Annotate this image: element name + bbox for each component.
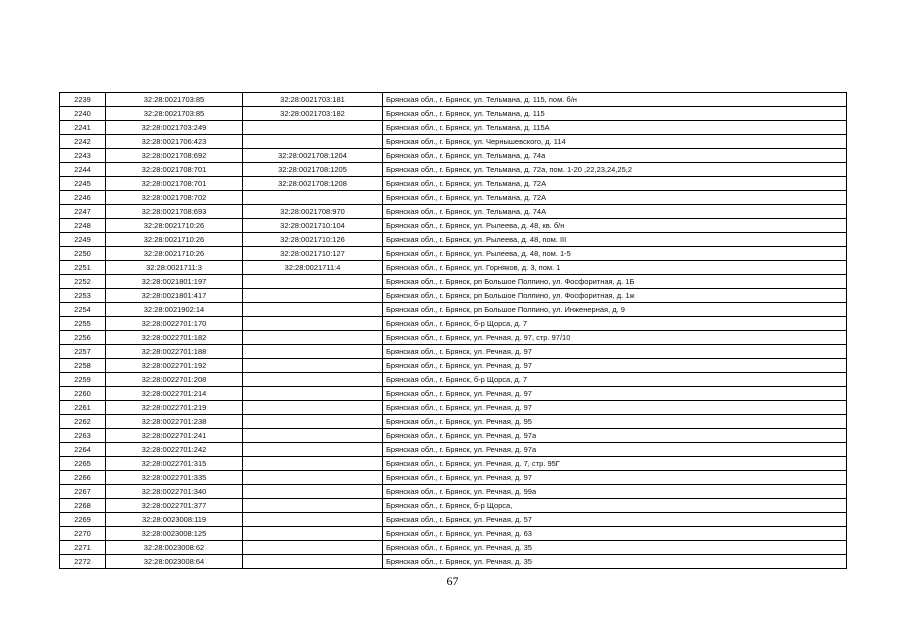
- table-row: [60, 93, 847, 107]
- address-cell: Брянская обл., г. Брянск, рп Большое Полпино, ул. Фосфоритная, д. 1Б: [383, 275, 847, 289]
- cadastral-number-cell: 32:28:0022701:242: [106, 443, 243, 457]
- table-row: [60, 387, 847, 401]
- address-cell: Брянская обл., г. Брянск, ул. Речная, д. 35: [383, 555, 847, 569]
- row-number-cell: 2245: [60, 177, 106, 191]
- sub-cadastral-number-cell: [243, 485, 383, 499]
- row-number-cell: 2270: [60, 527, 106, 541]
- address-cell: Брянская обл., г. Брянск, ул. Тельмана, д. 74А: [383, 205, 847, 219]
- cadastral-number-cell: 32:28:0023008:119: [106, 513, 243, 527]
- cadastral-number-cell: 32:28:0022701:377: [106, 499, 243, 513]
- row-number-cell: 2250: [60, 247, 106, 261]
- row-number-cell: 2256: [60, 331, 106, 345]
- address-cell: Брянская обл., г. Брянск, ул. Речная, д. 7, стр. 95Г: [383, 457, 847, 471]
- address-cell: Брянская обл., г. Брянск, ул. Речная, д. 57: [383, 513, 847, 527]
- cadastral-number-cell: 32:28:0022701:238: [106, 415, 243, 429]
- row-number-cell: 2265: [60, 457, 106, 471]
- address-cell: Брянская обл., г. Брянск, ул. Тельмана, д. 72А: [383, 177, 847, 191]
- address-cell: Брянская обл., г. Брянск, б-р Щорса, д. 7: [383, 317, 847, 331]
- row-number-cell: 2266: [60, 471, 106, 485]
- address-cell: Брянская обл., г. Брянск, ул. Речная, д. 97: [383, 359, 847, 373]
- table-row: [60, 205, 847, 219]
- table-row: [60, 289, 847, 303]
- table-row: [60, 443, 847, 457]
- row-number-cell: 2271: [60, 541, 106, 555]
- sub-cadastral-number-cell: 32:28:0021703:182: [243, 107, 383, 121]
- cadastral-number-cell: 32:28:0022701:170: [106, 317, 243, 331]
- sub-cadastral-number-cell: [243, 499, 383, 513]
- cadastral-number-cell: 32:28:0021708:701: [106, 163, 243, 177]
- cadastral-number-cell: 32:28:0022701:188: [106, 345, 243, 359]
- cadastral-number-cell: 32:28:0022701:208: [106, 373, 243, 387]
- page-number: 67: [446, 574, 459, 588]
- cadastral-number-cell: 32:28:0021902:14: [106, 303, 243, 317]
- table-row: [60, 261, 847, 275]
- row-number-cell: 2248: [60, 219, 106, 233]
- address-cell: Брянская обл., г. Брянск, ул. Речная, д. 35: [383, 541, 847, 555]
- cadastral-number-cell: 32:28:0021706:423: [106, 135, 243, 149]
- address-cell: Брянская обл., г. Брянск, ул. Тельмана, д. 72А: [383, 191, 847, 205]
- address-cell: Брянская обл., г. Брянск, б-р Щорса,: [383, 499, 847, 513]
- sub-cadastral-number-cell: 32:28:0021710:104: [243, 219, 383, 233]
- sub-cadastral-number-cell: 32:28:0021710:127: [243, 247, 383, 261]
- cadastral-number-cell: 32:28:0022701:241: [106, 429, 243, 443]
- address-cell: Брянская обл., г. Брянск, ул. Тельмана, д. 115: [383, 107, 847, 121]
- address-cell: Брянская обл., г. Брянск, ул. Речная, д. 99а: [383, 485, 847, 499]
- table-row: [60, 191, 847, 205]
- table-row: [60, 359, 847, 373]
- sub-cadastral-number-cell: [243, 191, 383, 205]
- row-number-cell: 2267: [60, 485, 106, 499]
- table-row: [60, 513, 847, 527]
- address-cell: Брянская обл., г. Брянск, ул. Тельмана, д. 115А: [383, 121, 847, 135]
- sub-cadastral-number-cell: 32:28:0021708:970: [243, 205, 383, 219]
- row-number-cell: 2262: [60, 415, 106, 429]
- row-number-cell: 2260: [60, 387, 106, 401]
- address-cell: Брянская обл., г. Брянск, ул. Речная, д. 97, стр. 97/10: [383, 331, 847, 345]
- sub-cadastral-number-cell: [243, 317, 383, 331]
- address-cell: Брянская обл., г. Брянск, ул. Тельмана, д. 74а: [383, 149, 847, 163]
- cadastral-number-cell: 32:28:0022701:315: [106, 457, 243, 471]
- sub-cadastral-number-cell: 32:28:0021711:4: [243, 261, 383, 275]
- address-cell: Брянская обл., г. Брянск, ул. Горняков, д. 3, пом. 1: [383, 261, 847, 275]
- table-row: [60, 233, 847, 247]
- sub-cadastral-number-cell: [243, 275, 383, 289]
- row-number-cell: 2259: [60, 373, 106, 387]
- cadastral-number-cell: 32:28:0021710:26: [106, 219, 243, 233]
- address-cell: Брянская обл., г. Брянск, ул. Речная, д. 95: [383, 415, 847, 429]
- sub-cadastral-number-cell: 32:28:0021703:181: [243, 93, 383, 107]
- table-row: [60, 163, 847, 177]
- row-number-cell: 2251: [60, 261, 106, 275]
- sub-cadastral-number-cell: [243, 135, 383, 149]
- sub-cadastral-number-cell: [243, 331, 383, 345]
- table-row: [60, 303, 847, 317]
- sub-cadastral-number-cell: [243, 415, 383, 429]
- row-number-cell: 2247: [60, 205, 106, 219]
- table-row: [60, 541, 847, 555]
- property-table: [59, 92, 847, 569]
- cadastral-number-cell: 32:28:0022701:335: [106, 471, 243, 485]
- row-number-cell: 2244: [60, 163, 106, 177]
- cadastral-number-cell: 32:28:0021703:85: [106, 107, 243, 121]
- table-row: [60, 247, 847, 261]
- sub-cadastral-number-cell: [243, 359, 383, 373]
- row-number-cell: 2252: [60, 275, 106, 289]
- sub-cadastral-number-cell: [243, 345, 383, 359]
- row-number-cell: 2253: [60, 289, 106, 303]
- table-row: [60, 373, 847, 387]
- sub-cadastral-number-cell: [243, 527, 383, 541]
- cadastral-number-cell: 32:28:0023008:62: [106, 541, 243, 555]
- cadastral-number-cell: 32:28:0021703:85: [106, 93, 243, 107]
- address-cell: Брянская обл., г. Брянск, ул. Рылеева, д. 48, пом. 1-5: [383, 247, 847, 261]
- address-cell: Брянская обл., г. Брянск, ул. Речная, д. 97а: [383, 429, 847, 443]
- cadastral-number-cell: 32:28:0023008:125: [106, 527, 243, 541]
- address-cell: Брянская обл., г. Брянск, ул. Тельмана, д. 115, пом. б/н: [383, 93, 847, 107]
- cadastral-number-cell: 32:28:0021708:701: [106, 177, 243, 191]
- sub-cadastral-number-cell: [243, 513, 383, 527]
- table-row: [60, 415, 847, 429]
- cadastral-number-cell: 32:28:0021801:197: [106, 275, 243, 289]
- row-number-cell: 2246: [60, 191, 106, 205]
- cadastral-number-cell: 32:28:0021708:693: [106, 205, 243, 219]
- sub-cadastral-number-cell: [243, 373, 383, 387]
- row-number-cell: 2239: [60, 93, 106, 107]
- table-row: [60, 429, 847, 443]
- row-number-cell: 2243: [60, 149, 106, 163]
- sub-cadastral-number-cell: [243, 443, 383, 457]
- row-number-cell: 2241: [60, 121, 106, 135]
- table-row: [60, 177, 847, 191]
- table-row: [60, 457, 847, 471]
- row-number-cell: 2263: [60, 429, 106, 443]
- cadastral-number-cell: 32:28:0021708:692: [106, 149, 243, 163]
- sub-cadastral-number-cell: 32:28:0021708:1208: [243, 177, 383, 191]
- cadastral-number-cell: 32:28:0022701:219: [106, 401, 243, 415]
- row-number-cell: 2257: [60, 345, 106, 359]
- cadastral-number-cell: 32:28:0021710:26: [106, 233, 243, 247]
- cadastral-number-cell: 32:28:0022701:214: [106, 387, 243, 401]
- sub-cadastral-number-cell: 32:28:0021710:126: [243, 233, 383, 247]
- table-row: [60, 317, 847, 331]
- row-number-cell: 2264: [60, 443, 106, 457]
- address-cell: Брянская обл., г. Брянск, ул. Рылеева, д. 48, пом. III: [383, 233, 847, 247]
- cadastral-number-cell: 32:28:0021703:249: [106, 121, 243, 135]
- table-row: [60, 345, 847, 359]
- table-row: [60, 331, 847, 345]
- row-number-cell: 2242: [60, 135, 106, 149]
- sub-cadastral-number-cell: [243, 541, 383, 555]
- table-row: [60, 107, 847, 121]
- address-cell: Брянская обл., г. Брянск, ул. Рылеева, д. 48, кв. б/н: [383, 219, 847, 233]
- sub-cadastral-number-cell: 32:28:0021708:1204: [243, 149, 383, 163]
- row-number-cell: 2249: [60, 233, 106, 247]
- sub-cadastral-number-cell: [243, 555, 383, 569]
- address-cell: Брянская обл., г. Брянск, ул. Тельмана, д. 72а, пом. 1-20 ,22,23,24,25,2: [383, 163, 847, 177]
- table-row: [60, 149, 847, 163]
- row-number-cell: 2269: [60, 513, 106, 527]
- sub-cadastral-number-cell: [243, 303, 383, 317]
- row-number-cell: 2268: [60, 499, 106, 513]
- address-cell: Брянская обл., г. Брянск, рп Большое Полпино, ул. Фосфоритная, д. 1ж: [383, 289, 847, 303]
- sub-cadastral-number-cell: 32:28:0021708:1205: [243, 163, 383, 177]
- address-cell: Брянская обл., г. Брянск, ул. Чернышевского, д. 114: [383, 135, 847, 149]
- row-number-cell: 2254: [60, 303, 106, 317]
- row-number-cell: 2258: [60, 359, 106, 373]
- cadastral-number-cell: 32:28:0022701:192: [106, 359, 243, 373]
- row-number-cell: 2261: [60, 401, 106, 415]
- row-number-cell: 2272: [60, 555, 106, 569]
- address-cell: Брянская обл., г. Брянск, ул. Речная, д. 63: [383, 527, 847, 541]
- table-row: [60, 555, 847, 569]
- address-cell: Брянская обл., г. Брянск, ул. Речная, д. 97а: [383, 443, 847, 457]
- table-row: [60, 219, 847, 233]
- address-cell: Брянская обл., г. Брянск, ул. Речная, д. 97: [383, 387, 847, 401]
- cadastral-number-cell: 32:28:0021711:3: [106, 261, 243, 275]
- table-body: [60, 93, 847, 569]
- row-number-cell: 2255: [60, 317, 106, 331]
- table-row: [60, 485, 847, 499]
- table-row: [60, 471, 847, 485]
- sub-cadastral-number-cell: [243, 429, 383, 443]
- sub-cadastral-number-cell: [243, 457, 383, 471]
- sub-cadastral-number-cell: [243, 121, 383, 135]
- address-cell: Брянская обл., г. Брянск, ул. Речная, д. 97: [383, 345, 847, 359]
- table-row: [60, 135, 847, 149]
- table-row: [60, 527, 847, 541]
- row-number-cell: 2240: [60, 107, 106, 121]
- sub-cadastral-number-cell: [243, 471, 383, 485]
- table-row: [60, 499, 847, 513]
- sub-cadastral-number-cell: [243, 289, 383, 303]
- sub-cadastral-number-cell: [243, 401, 383, 415]
- table-row: [60, 401, 847, 415]
- sub-cadastral-number-cell: [243, 387, 383, 401]
- cadastral-number-cell: 32:28:0021708:702: [106, 191, 243, 205]
- cadastral-number-cell: 32:28:0022701:340: [106, 485, 243, 499]
- address-cell: Брянская обл., г. Брянск, рп Большое Полпино, ул. Инженерная, д. 9: [383, 303, 847, 317]
- table-row: [60, 275, 847, 289]
- cadastral-number-cell: 32:28:0022701:182: [106, 331, 243, 345]
- address-cell: Брянская обл., г. Брянск, б-р Щорса, д. 7: [383, 373, 847, 387]
- table-row: [60, 121, 847, 135]
- cadastral-number-cell: 32:28:0021801:417: [106, 289, 243, 303]
- cadastral-number-cell: 32:28:0023008:64: [106, 555, 243, 569]
- address-cell: Брянская обл., г. Брянск, ул. Речная, д. 97: [383, 471, 847, 485]
- cadastral-number-cell: 32:28:0021710:26: [106, 247, 243, 261]
- address-cell: Брянская обл., г. Брянск, ул. Речная, д. 97: [383, 401, 847, 415]
